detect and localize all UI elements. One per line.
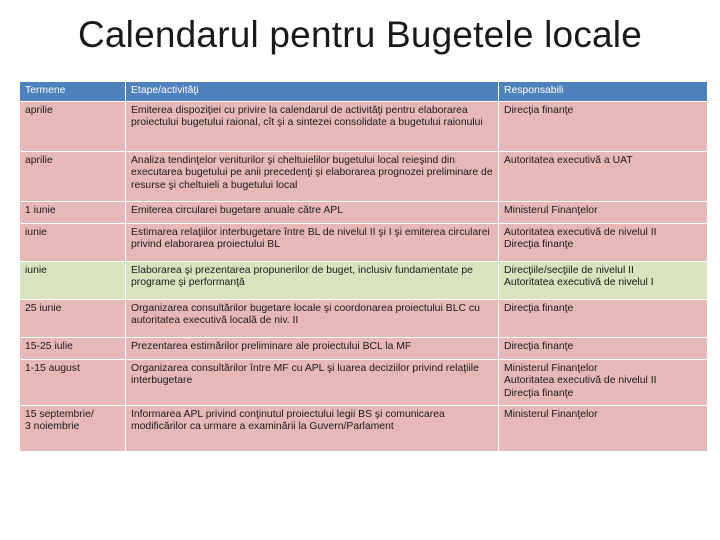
cell-responsabil: Ministerul Finanţelor (499, 201, 708, 223)
cell-etapa: Elaborarea şi prezentarea propunerilor de buget, inclusiv fundamentate pe programe şi performanţă (126, 261, 499, 299)
header-responsabili: Responsabili (499, 82, 708, 102)
cell-etapa: Analiza tendinţelor veniturilor şi cheltuielilor bugetului local reieşind din executarea bugetului pe anii precedenţi şi elaborarea prognozei preliminare de resurse şi cheltuieli a bugetului local (126, 151, 499, 201)
cell-termen: aprilie (20, 101, 126, 151)
cell-etapa: Prezentarea estimărilor preliminare ale proiectului BCL la MF (126, 337, 499, 359)
cell-etapa: Informarea APL privind conţinutul proiectului legii BS şi comunicarea modificărilor ca urmare a examinării la Guvern/Parlament (126, 405, 499, 451)
header-termene: Termene (20, 82, 126, 102)
cell-etapa: Emiterea circularei bugetare anuale către APL (126, 201, 499, 223)
table-row (20, 359, 708, 405)
cell-termen: 1 iunie (20, 201, 126, 223)
table-row (20, 101, 708, 151)
table-row (20, 337, 708, 359)
cell-termen: 25 iunie (20, 299, 126, 337)
table-row (20, 299, 708, 337)
cell-etapa: Organizarea consultărilor bugetare locale şi coordonarea proiectului BLC cu autoritatea executivă locală de niv. II (126, 299, 499, 337)
cell-termen: iunie (20, 223, 126, 261)
cell-termen: aprilie (20, 151, 126, 201)
budget-calendar-table (19, 81, 708, 452)
cell-etapa: Emiterea dispoziţiei cu privire la calendarul de activităţi pentru elaborarea proiectului bugetului raional, cît şi a sintezei consolidate a bugetului raionului (126, 101, 499, 151)
cell-termen: 15 septembrie/ 3 noiembrie (20, 405, 126, 451)
cell-responsabil: Direcţia finanţe (499, 101, 708, 151)
table-row (20, 151, 708, 201)
table-row (20, 261, 708, 299)
cell-responsabil: Autoritatea executivă de nivelul II Direcţia finanţe (499, 223, 708, 261)
slide-title: Calendarul pentru Bugetele locale (77, 14, 643, 55)
cell-responsabil: Direcţia finanţe (499, 299, 708, 337)
cell-responsabil: Ministerul Finanţelor Autoritatea executivă de nivelul II Direcţia finanţe (499, 359, 708, 405)
cell-responsabil: Autoritatea executivă a UAT (499, 151, 708, 201)
cell-etapa: Estimarea relaţiilor interbugetare între BL de nivelul II şi I şi emiterea circularei privind elaborarea proiectului BL (126, 223, 499, 261)
table-row (20, 223, 708, 261)
cell-responsabil: Direcţia finanţe (499, 337, 708, 359)
cell-responsabil: Ministerul Finanţelor (499, 405, 708, 451)
cell-termen: iunie (20, 261, 126, 299)
cell-termen: 15-25 iulie (20, 337, 126, 359)
header-etape: Etape/activităţi (126, 82, 499, 102)
cell-termen: 1-15 august (20, 359, 126, 405)
table-row (20, 405, 708, 451)
cell-etapa: Organizarea consultărilor între MF cu APL şi luarea deciziilor privind relaţiile interbugetare (126, 359, 499, 405)
cell-responsabil: Direcţiile/secţiile de nivelul II Autoritatea executivă de nivelul I (499, 261, 708, 299)
table-row (20, 201, 708, 223)
table-header-row (20, 82, 708, 102)
